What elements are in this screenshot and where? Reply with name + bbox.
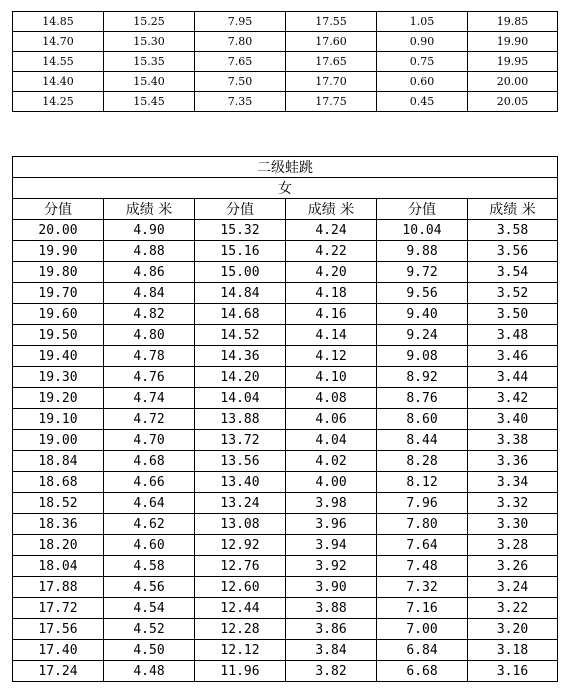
table-cell: 0.60 — [377, 72, 468, 92]
result-cell: 3.58 — [468, 220, 558, 241]
table-cell: 14.85 — [13, 12, 104, 32]
result-cell: 4.84 — [104, 283, 195, 304]
result-cell: 3.20 — [468, 619, 558, 640]
result-cell: 4.06 — [286, 409, 377, 430]
table-cell: 15.25 — [104, 12, 195, 32]
table-cell: 15.40 — [104, 72, 195, 92]
score-cell: 12.60 — [195, 577, 286, 598]
result-cell: 3.26 — [468, 556, 558, 577]
table-row — [13, 92, 558, 112]
column-header: 分值 — [377, 199, 468, 220]
table-row — [13, 619, 558, 640]
table-row — [13, 283, 558, 304]
table-cell: 14.70 — [13, 32, 104, 52]
score-cell: 7.48 — [377, 556, 468, 577]
result-cell: 3.54 — [468, 262, 558, 283]
score-cell: 18.04 — [13, 556, 104, 577]
result-cell: 4.74 — [104, 388, 195, 409]
table-row — [13, 32, 558, 52]
table-row — [13, 72, 558, 92]
score-cell: 18.20 — [13, 535, 104, 556]
table-cell: 14.40 — [13, 72, 104, 92]
score-cell: 18.84 — [13, 451, 104, 472]
result-cell: 4.86 — [104, 262, 195, 283]
table-cell: 0.45 — [377, 92, 468, 112]
result-cell: 4.14 — [286, 325, 377, 346]
score-cell: 15.16 — [195, 241, 286, 262]
result-cell: 4.76 — [104, 367, 195, 388]
score-cell: 8.76 — [377, 388, 468, 409]
result-cell: 3.16 — [468, 661, 558, 682]
table-cell: 15.30 — [104, 32, 195, 52]
table-cell: 7.80 — [195, 32, 286, 52]
column-header: 成绩 米 — [104, 199, 195, 220]
result-cell: 4.48 — [104, 661, 195, 682]
result-cell: 4.54 — [104, 598, 195, 619]
top-score-table-body — [13, 12, 558, 112]
table-cell: 17.60 — [286, 32, 377, 52]
score-cell: 12.92 — [195, 535, 286, 556]
result-cell: 4.72 — [104, 409, 195, 430]
result-cell: 3.44 — [468, 367, 558, 388]
score-cell: 19.90 — [13, 241, 104, 262]
frog-jump-score-table-body — [13, 157, 558, 682]
result-cell: 4.10 — [286, 367, 377, 388]
score-cell: 17.40 — [13, 640, 104, 661]
result-cell: 4.90 — [104, 220, 195, 241]
table-row — [13, 367, 558, 388]
score-cell: 19.30 — [13, 367, 104, 388]
result-cell: 3.96 — [286, 514, 377, 535]
score-cell: 9.08 — [377, 346, 468, 367]
table-row — [13, 577, 558, 598]
score-cell: 13.88 — [195, 409, 286, 430]
table-cell: 19.85 — [468, 12, 558, 32]
result-cell: 3.98 — [286, 493, 377, 514]
score-cell: 12.12 — [195, 640, 286, 661]
table-row — [13, 430, 558, 451]
table-cell: 0.90 — [377, 32, 468, 52]
result-cell: 4.66 — [104, 472, 195, 493]
result-cell: 4.52 — [104, 619, 195, 640]
table-row — [13, 346, 558, 367]
score-cell: 14.20 — [195, 367, 286, 388]
score-cell: 6.68 — [377, 661, 468, 682]
score-cell: 19.10 — [13, 409, 104, 430]
score-cell: 8.92 — [377, 367, 468, 388]
score-cell: 12.76 — [195, 556, 286, 577]
score-cell: 7.00 — [377, 619, 468, 640]
score-cell: 14.04 — [195, 388, 286, 409]
result-cell: 4.04 — [286, 430, 377, 451]
table-cell: 0.75 — [377, 52, 468, 72]
score-cell: 9.40 — [377, 304, 468, 325]
table-cell: 17.55 — [286, 12, 377, 32]
result-cell: 4.22 — [286, 241, 377, 262]
result-cell: 3.42 — [468, 388, 558, 409]
table-cell: 7.35 — [195, 92, 286, 112]
table-row — [13, 325, 558, 346]
score-cell: 19.50 — [13, 325, 104, 346]
score-cell: 15.32 — [195, 220, 286, 241]
table-row — [13, 640, 558, 661]
score-cell: 7.64 — [377, 535, 468, 556]
result-cell: 3.52 — [468, 283, 558, 304]
table-row — [13, 598, 558, 619]
result-cell: 4.08 — [286, 388, 377, 409]
table-row — [13, 52, 558, 72]
score-cell: 8.12 — [377, 472, 468, 493]
score-cell: 9.88 — [377, 241, 468, 262]
table-row — [13, 304, 558, 325]
result-cell: 3.50 — [468, 304, 558, 325]
result-cell: 4.18 — [286, 283, 377, 304]
score-cell: 19.40 — [13, 346, 104, 367]
result-cell: 3.90 — [286, 577, 377, 598]
result-cell: 3.84 — [286, 640, 377, 661]
result-cell: 3.36 — [468, 451, 558, 472]
result-cell: 3.48 — [468, 325, 558, 346]
column-header: 成绩 米 — [286, 199, 377, 220]
table-row — [13, 262, 558, 283]
score-cell: 9.24 — [377, 325, 468, 346]
table-row — [13, 12, 558, 32]
table-cell: 17.65 — [286, 52, 377, 72]
score-cell: 19.60 — [13, 304, 104, 325]
column-header: 分值 — [13, 199, 104, 220]
table-cell: 15.35 — [104, 52, 195, 72]
result-cell: 4.50 — [104, 640, 195, 661]
table-cell: 20.00 — [468, 72, 558, 92]
column-header: 分值 — [195, 199, 286, 220]
result-cell: 3.46 — [468, 346, 558, 367]
score-cell: 7.16 — [377, 598, 468, 619]
table-row — [13, 388, 558, 409]
result-cell: 4.20 — [286, 262, 377, 283]
result-cell: 3.34 — [468, 472, 558, 493]
score-cell: 9.56 — [377, 283, 468, 304]
score-cell: 8.28 — [377, 451, 468, 472]
table-title: 二级蛙跳 — [13, 157, 558, 178]
score-cell: 9.72 — [377, 262, 468, 283]
result-cell: 4.56 — [104, 577, 195, 598]
result-cell: 4.58 — [104, 556, 195, 577]
score-cell: 10.04 — [377, 220, 468, 241]
result-cell: 4.00 — [286, 472, 377, 493]
score-cell: 17.72 — [13, 598, 104, 619]
score-cell: 7.32 — [377, 577, 468, 598]
score-cell: 18.52 — [13, 493, 104, 514]
result-cell: 3.22 — [468, 598, 558, 619]
table-cell: 1.05 — [377, 12, 468, 32]
score-cell: 12.44 — [195, 598, 286, 619]
table-row — [13, 493, 558, 514]
gender-label: 女 — [13, 178, 558, 199]
score-cell: 7.96 — [377, 493, 468, 514]
table-cell: 7.95 — [195, 12, 286, 32]
result-cell: 3.86 — [286, 619, 377, 640]
table-row — [13, 556, 558, 577]
table-cell: 19.90 — [468, 32, 558, 52]
result-cell: 3.28 — [468, 535, 558, 556]
result-cell: 4.70 — [104, 430, 195, 451]
result-cell: 3.24 — [468, 577, 558, 598]
score-cell: 14.36 — [195, 346, 286, 367]
table-cell: 7.50 — [195, 72, 286, 92]
table-row — [13, 241, 558, 262]
table-row — [13, 472, 558, 493]
table-cell: 20.05 — [468, 92, 558, 112]
result-cell: 4.82 — [104, 304, 195, 325]
table-cell: 15.45 — [104, 92, 195, 112]
score-cell: 13.56 — [195, 451, 286, 472]
result-cell: 4.24 — [286, 220, 377, 241]
column-header: 成绩 米 — [468, 199, 558, 220]
table-row — [13, 451, 558, 472]
table-cell: 17.75 — [286, 92, 377, 112]
score-cell: 19.80 — [13, 262, 104, 283]
score-cell: 20.00 — [13, 220, 104, 241]
table-cell: 14.25 — [13, 92, 104, 112]
score-cell: 11.96 — [195, 661, 286, 682]
table-row — [13, 535, 558, 556]
table-cell: 7.65 — [195, 52, 286, 72]
result-cell: 3.94 — [286, 535, 377, 556]
score-cell: 17.88 — [13, 577, 104, 598]
result-cell: 4.78 — [104, 346, 195, 367]
result-cell: 3.18 — [468, 640, 558, 661]
result-cell: 4.68 — [104, 451, 195, 472]
table-cell: 17.70 — [286, 72, 377, 92]
result-cell: 4.64 — [104, 493, 195, 514]
score-cell: 14.52 — [195, 325, 286, 346]
score-cell: 19.70 — [13, 283, 104, 304]
score-cell: 13.40 — [195, 472, 286, 493]
table-cell: 14.55 — [13, 52, 104, 72]
score-cell: 13.72 — [195, 430, 286, 451]
score-cell: 13.24 — [195, 493, 286, 514]
result-cell: 3.56 — [468, 241, 558, 262]
result-cell: 4.62 — [104, 514, 195, 535]
result-cell: 4.88 — [104, 241, 195, 262]
score-cell: 12.28 — [195, 619, 286, 640]
result-cell: 3.82 — [286, 661, 377, 682]
result-cell: 3.38 — [468, 430, 558, 451]
score-cell: 17.56 — [13, 619, 104, 640]
score-cell: 8.60 — [377, 409, 468, 430]
score-cell: 14.84 — [195, 283, 286, 304]
result-cell: 3.92 — [286, 556, 377, 577]
result-cell: 3.40 — [468, 409, 558, 430]
score-cell: 17.24 — [13, 661, 104, 682]
result-cell: 3.30 — [468, 514, 558, 535]
result-cell: 4.60 — [104, 535, 195, 556]
score-cell: 15.00 — [195, 262, 286, 283]
result-cell: 4.02 — [286, 451, 377, 472]
score-cell: 19.00 — [13, 430, 104, 451]
result-cell: 3.32 — [468, 493, 558, 514]
column-header-row — [13, 199, 558, 220]
score-cell: 18.36 — [13, 514, 104, 535]
top-score-table — [12, 11, 558, 112]
result-cell: 4.80 — [104, 325, 195, 346]
score-cell: 6.84 — [377, 640, 468, 661]
score-cell: 14.68 — [195, 304, 286, 325]
score-cell: 7.80 — [377, 514, 468, 535]
score-cell: 8.44 — [377, 430, 468, 451]
table-cell: 19.95 — [468, 52, 558, 72]
score-cell: 18.68 — [13, 472, 104, 493]
result-cell: 3.88 — [286, 598, 377, 619]
table-row — [13, 409, 558, 430]
score-cell: 19.20 — [13, 388, 104, 409]
table-row — [13, 661, 558, 682]
score-cell: 13.08 — [195, 514, 286, 535]
table-row — [13, 514, 558, 535]
frog-jump-score-table — [12, 156, 558, 682]
result-cell: 4.12 — [286, 346, 377, 367]
result-cell: 4.16 — [286, 304, 377, 325]
table-row — [13, 220, 558, 241]
